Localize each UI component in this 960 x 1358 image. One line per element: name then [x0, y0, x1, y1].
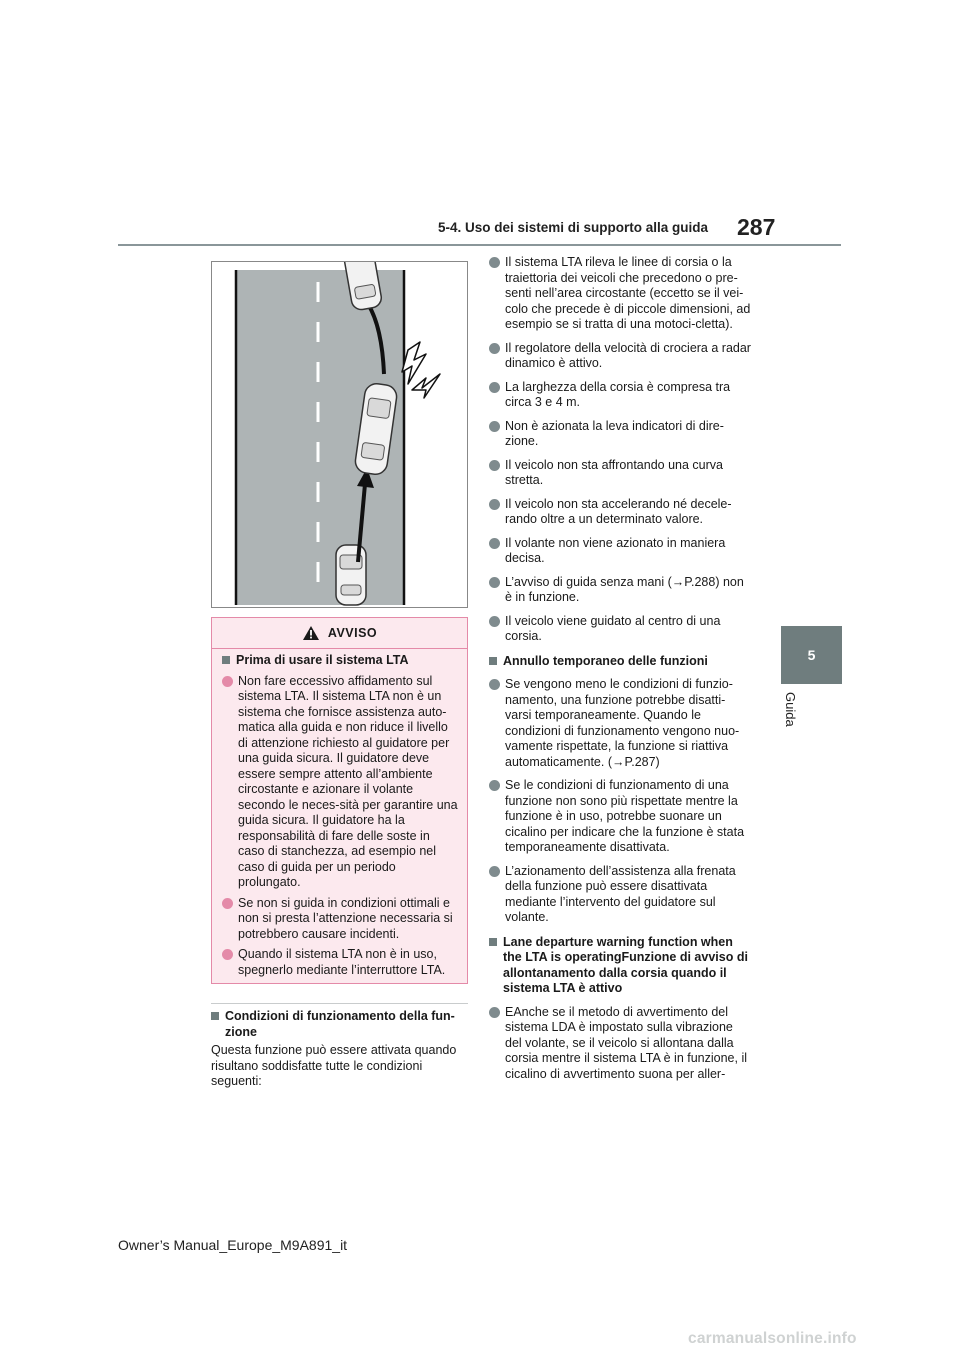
chapter-tab[interactable] [781, 626, 842, 684]
bullet-dot-icon [489, 382, 500, 393]
car-rear-icon [336, 545, 366, 605]
warning-heading: Prima di usare il sistema LTA [222, 653, 459, 669]
bullet-dot-icon [489, 866, 500, 877]
right-column [489, 255, 751, 1082]
bullet-dot-icon [489, 538, 500, 549]
warning-body [212, 649, 467, 978]
condition-item: Il veicolo non sta accelerando né decele-rando oltre a un determinato valore. [489, 497, 751, 528]
bullet-dot-icon [489, 616, 500, 627]
bullet-dot-icon [489, 421, 500, 432]
bullet-dot-icon [489, 499, 500, 510]
temporary-cancel-item: L’azionamento dell’assistenza alla frenata della funzione può essere disattivata mediante l’intervento del guidatore sul volante. [489, 864, 751, 926]
bullet-dot-icon [489, 1007, 500, 1018]
operating-conditions-heading: Condizioni di funzionamento della fun-zione [211, 1009, 468, 1040]
temporary-cancel-item: Se vengono meno le condizioni di funzio-namento, una funzione potrebbe disatti-varsi temporaneamente. Quando le condizioni di funzionamento vengono nuo-vamente rispettate, la funzione si riattiva automaticamente. (→P.287) [489, 677, 751, 770]
condition-item: La larghezza della corsia è compresa tra circa 3 e 4 m. [489, 380, 751, 411]
page-number: 287 [737, 214, 776, 240]
bullet-dot-icon [222, 676, 233, 687]
warning-bullet: Se non si guida in condizioni ottimali e non si presta l’attenzione necessaria si potrebbero causare incidenti. [222, 896, 459, 943]
bullet-dot-icon [489, 679, 500, 690]
bullet-dot-icon [222, 949, 233, 960]
warning-header [212, 618, 467, 649]
condition-item: Il sistema LTA rileva le linee di corsia o la traiettoria dei veicoli che precedono o pre-senti nell’area circostante (eccetto se il vei-colo che precede è di piccole dimensioni, ad esempio se si tratta di una motoci-cletta). [489, 255, 751, 333]
condition-item: Il veicolo non sta affrontando una curva stretta. [489, 458, 751, 489]
lightning-warning-icon [402, 342, 440, 398]
condition-item: Non è azionata la leva indicatori di dire-zione. [489, 419, 751, 450]
footer-text: Owner’s Manual_Europe_M9A891_it [118, 1237, 348, 1253]
temporary-cancel-item: Se le condizioni di funzionamento di una funzione non sono più rispettate mentre la funzione è in uso, potrebbe suonare un cicalino per indicare che la funzione è stata temporaneamente disattivata. [489, 778, 751, 856]
bullet-dot-icon [489, 577, 500, 588]
lane-departure-heading: Lane departure warning function when the LTA is operatingFunzione di avviso di allontanamento dalla corsia quando il sistema LTA è attivo [489, 935, 751, 997]
chapter-label-text: Guida [783, 692, 798, 727]
chapter-label [783, 692, 820, 742]
lane-diagram [212, 262, 467, 607]
condition-item: Il veicolo viene guidato al centro di una corsia. [489, 614, 751, 645]
bullet-dot-icon [489, 460, 500, 471]
warning-box [211, 617, 468, 984]
bullet-dot-icon [489, 257, 500, 268]
bullet-dot-icon [489, 780, 500, 791]
condition-item: Il volante non viene azionato in maniera decisa. [489, 536, 751, 567]
operating-conditions-intro: Questa funzione può essere attivata quando risultano soddisfatte tutte le condizioni seguenti: [211, 1043, 457, 1088]
warning-bullet: Quando il sistema LTA non è in uso, spegnerlo mediante l’interruttore LTA. [222, 947, 459, 978]
bullet-dot-icon [489, 343, 500, 354]
lta-illustration [211, 261, 468, 608]
warning-triangle-icon [302, 625, 320, 641]
warning-title: AVVISO [327, 626, 378, 640]
temporary-cancel-heading: Annullo temporaneo delle funzioni [489, 654, 751, 670]
operating-conditions-section [211, 1003, 468, 1090]
warning-bullet: Non fare eccessivo affidamento sul sistema LTA. Il sistema LTA non è un sistema che fornisce assistenza auto-matica alla guida e non riduce il livello di attenzione richiesto al guidatore per una guida sicura. Il guidatore deve essere sempre attento all’ambiente circostante e azionare il volante secondo le neces-sità per garantire una guida sicura. Il guidatore ha la responsabilità di fare delle soste in caso di stanchezza, ad esempio nel caso di guida per un periodo prolungato. [222, 674, 459, 891]
header-section: 5-4. Uso dei sistemi di supporto alla guida [438, 220, 709, 235]
lane-departure-item: EAnche se il metodo di avvertimento del sistema LDA è impostato sulla vibrazione del volante, se il veicolo si allontana dalla corsia mentre il sistema LTA è in funzione, il cicalino di avvertimento suona per aller- [489, 1005, 751, 1083]
bullet-dot-icon [222, 898, 233, 909]
watermark: carmanualsonline.info [688, 1330, 857, 1347]
condition-item: Il regolatore della velocità di crociera a radar dinamico è attivo. [489, 341, 751, 372]
header-rule [118, 244, 841, 246]
condition-item: L’avviso di guida senza mani (→P.288) non è in funzione. [489, 575, 751, 606]
chapter-number: 5 [807, 647, 816, 663]
